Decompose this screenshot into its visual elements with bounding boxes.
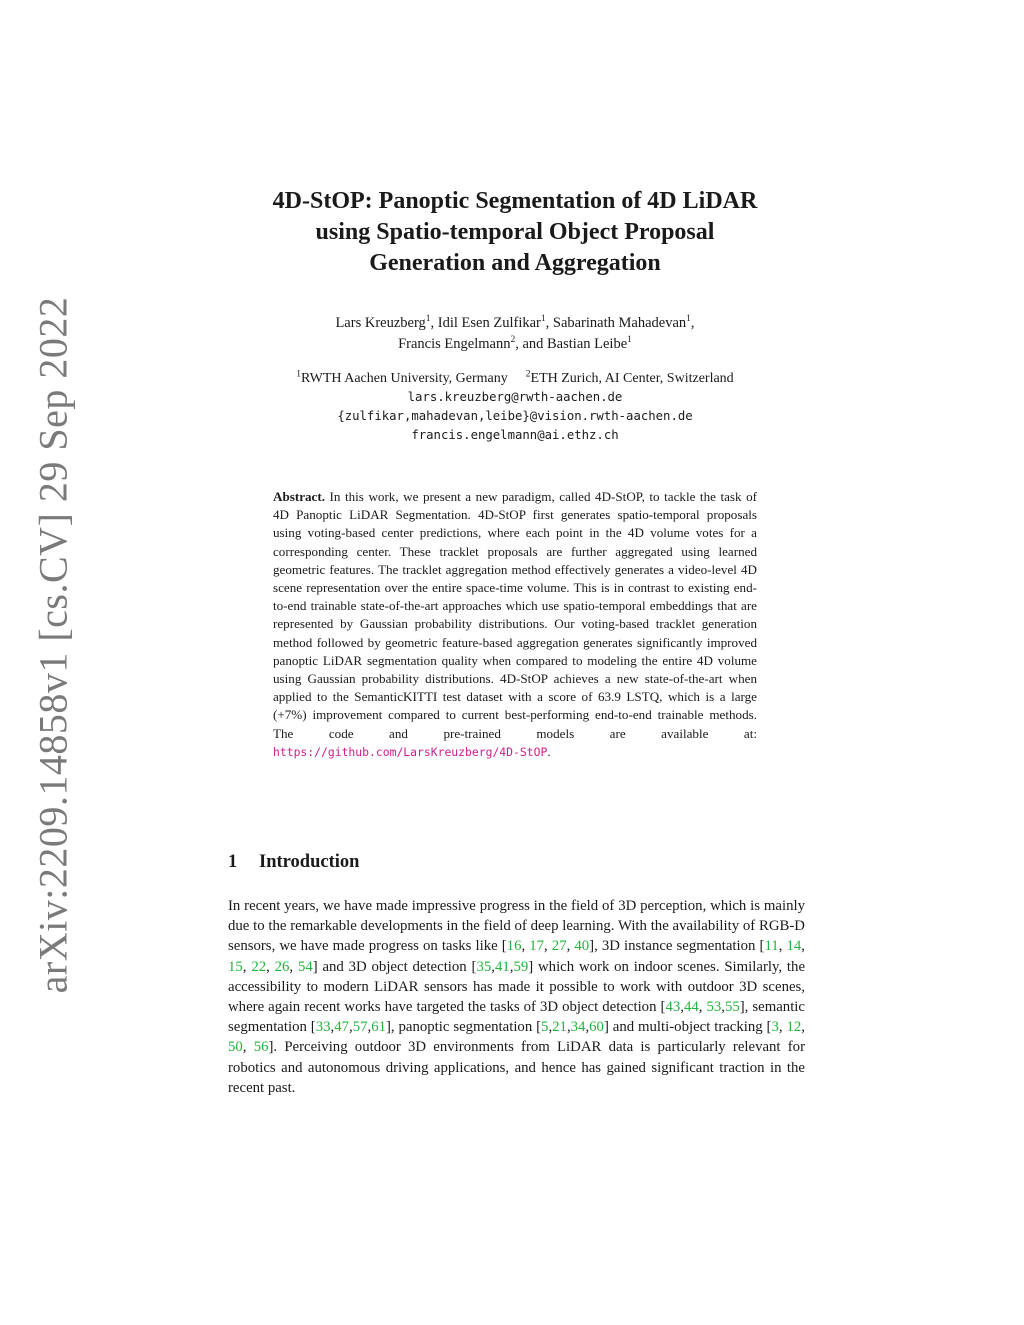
intro-text: , [289, 958, 298, 975]
citation-link[interactable]: 59 [513, 958, 529, 975]
intro-text: , [330, 1019, 335, 1036]
citation-link[interactable]: 11 [764, 938, 779, 955]
intro-text: , [566, 938, 575, 955]
affiliation-mark: 1 [686, 314, 691, 325]
section-title: Introduction [259, 852, 360, 872]
citation-link[interactable]: 5 [541, 1019, 549, 1036]
citation-link[interactable]: 17 [529, 938, 545, 955]
title-line: 4D-StOP: Panoptic Segmentation of 4D LiDAR [272, 188, 758, 214]
affiliation-mark: 1 [627, 335, 632, 346]
citation-link[interactable]: 26 [274, 958, 290, 975]
title-line: using Spatio-temporal Object Proposal [315, 219, 715, 245]
citation-link[interactable]: 27 [551, 938, 567, 955]
citation-link[interactable]: 40 [574, 938, 590, 955]
abstract-label: Abstract. [273, 489, 325, 504]
intro-text: , [778, 1019, 787, 1036]
email-address[interactable]: {zulfikar,mahadevan,leibe}@vision.rwth-aachen.de [337, 409, 693, 423]
citation-link[interactable]: 14 [786, 938, 802, 955]
introduction-paragraph [228, 896, 805, 1098]
affiliation-line [200, 369, 830, 388]
citation-link[interactable]: 12 [786, 1019, 802, 1036]
intro-text: ] and 3D object detection [ [312, 958, 477, 975]
intro-text: ], semantic segmentation [ [228, 999, 805, 1036]
citation-link[interactable]: 3 [771, 1019, 779, 1036]
intro-text: , [548, 1019, 553, 1036]
email-address[interactable]: lars.kreuzberg@rwth-aachen.de [407, 390, 623, 404]
intro-text: , [242, 958, 252, 975]
section-heading [228, 852, 359, 873]
citation-link[interactable]: 22 [251, 958, 267, 975]
affiliation-mark: 1 [296, 369, 302, 380]
author-separator: , and [515, 336, 548, 352]
citation-link[interactable]: 60 [589, 1019, 604, 1036]
intro-text: ] which work on indoor scenes. Similarly, the accessibility to modern LiDAR sensors has made it possible to work with outdoor 3D scenes, where again recent works have targeted the tasks of 3D object detection [ [228, 958, 806, 1016]
title-line: Generation and Aggregation [369, 250, 661, 276]
intro-text: , [801, 938, 805, 955]
email-address[interactable]: francis.engelmann@ai.ethz.ch [411, 428, 619, 442]
affiliation-text: ETH Zurich, AI Center, Switzerland [530, 371, 734, 386]
citation-link[interactable]: 53 [706, 999, 722, 1016]
citation-link[interactable]: 43 [665, 999, 681, 1016]
intro-text: , [266, 958, 275, 975]
author-name: Sabarinath Mahadevan [552, 315, 687, 331]
intro-text: , [698, 999, 707, 1016]
intro-text: , [521, 938, 530, 955]
citation-link[interactable]: 50 [228, 1039, 243, 1056]
intro-text: , [566, 1019, 571, 1036]
intro-text: , [491, 958, 495, 975]
intro-text: , [349, 1019, 353, 1036]
author-separator: , [430, 315, 438, 331]
author-name: Lars Kreuzberg [335, 315, 426, 331]
citation-link[interactable]: 44 [683, 999, 699, 1016]
citation-link[interactable]: 55 [724, 999, 740, 1016]
citation-link[interactable]: 35 [476, 958, 492, 975]
paper-title [200, 186, 830, 279]
intro-text: ], panoptic segmentation [ [386, 1019, 542, 1036]
author-name: Francis Engelmann [398, 336, 511, 352]
author-list [200, 313, 830, 355]
intro-text: ] and multi-object tracking [ [603, 1019, 772, 1036]
citation-link[interactable]: 15 [228, 958, 243, 975]
citation-link[interactable]: 34 [570, 1019, 586, 1036]
abstract-text: In this work, we present a new paradigm, called 4D-StOP, to tackle the task of 4D Panoptic LiDAR Segmentation. 4D-StOP first generates spatio-temporal proposals using voting-based center predictions, where each point in the 4D volume votes for a corresponding center. These tracklet proposals are further aggregated using learned geometric features. The tracklet aggregation method effectively generates a video-level 4D scene representation over the entire space-time volume. This is in contrast to existing end-to-end trainable state-of-the-art approaches which use spatio-temporal embeddings that are represented by Gaussian probability distributions. Our voting-based tracklet generation method followed by geometric feature-based aggregation generates significantly improved panoptic LiDAR segmentation quality when compared to modeling the entire 4D volume using Gaussian probability distributions. 4D-StOP achieves a new state-of-the-art when applied to the SemanticKITTI test dataset with a score of 63.9 LSTQ, which is a large (+7%) improvement compared to current best-performing end-to-end trainable methods. The code and pre-trained models are available at: [273, 489, 757, 741]
affiliation-text: RWTH Aachen University, Germany [301, 371, 508, 386]
affiliation-mark: 1 [425, 314, 431, 325]
citation-link[interactable]: 33 [315, 1019, 331, 1036]
abstract [273, 488, 757, 761]
intro-text: , [367, 1019, 372, 1036]
intro-text: , [721, 999, 725, 1016]
intro-text: , [680, 999, 684, 1016]
abstract-tail: . [547, 743, 551, 759]
author-line [200, 334, 830, 355]
code-link[interactable]: https://github.com/LarsKreuzberg/4D-StOP [273, 744, 548, 759]
intro-text: , [778, 938, 787, 955]
affiliation-mark: 1 [540, 314, 546, 325]
affiliation-mark: 2 [510, 335, 516, 346]
citation-link[interactable]: 47 [334, 1019, 349, 1036]
affiliation-mark: 2 [525, 369, 531, 380]
author-line [200, 313, 830, 334]
section-number: 1 [228, 852, 238, 872]
citation-link[interactable]: 16 [506, 938, 522, 955]
intro-text: , [242, 1039, 254, 1056]
author-separator: , [690, 315, 695, 331]
author-name: Bastian Leibe [547, 336, 628, 352]
intro-text: , [801, 1019, 805, 1036]
citation-link[interactable]: 21 [552, 1019, 567, 1036]
intro-text: In recent years, we have made impressive progress in the field of 3D perception, which is mainly due to the remarkable developments in the field of deep learning. With the availability of RGB-D sensors, we have made progress on tasks like [ [228, 898, 805, 955]
author-name: Idil Esen Zulfikar [437, 315, 541, 331]
citation-link[interactable]: 57 [352, 1019, 368, 1036]
arxiv-identifier: arXiv:2209.14858v1 [cs.CV] 29 Sep 2022 [30, 296, 76, 994]
intro-text: , [585, 1019, 590, 1036]
intro-text: , [509, 958, 514, 975]
intro-text: , [544, 938, 552, 955]
intro-text: ]. Perceiving outdoor 3D environments from LiDAR data is particularly relevant for robotics and autonomous driving applications, and hence has gained significant traction in the recent past. [228, 1039, 805, 1096]
citation-link[interactable]: 61 [371, 1019, 386, 1036]
author-separator: , [545, 315, 553, 331]
citation-link[interactable]: 41 [494, 958, 510, 975]
intro-text: ], 3D instance segmentation [ [589, 938, 765, 955]
citation-link[interactable]: 54 [297, 958, 313, 975]
citation-link[interactable]: 56 [253, 1039, 269, 1056]
affiliations [200, 369, 830, 445]
